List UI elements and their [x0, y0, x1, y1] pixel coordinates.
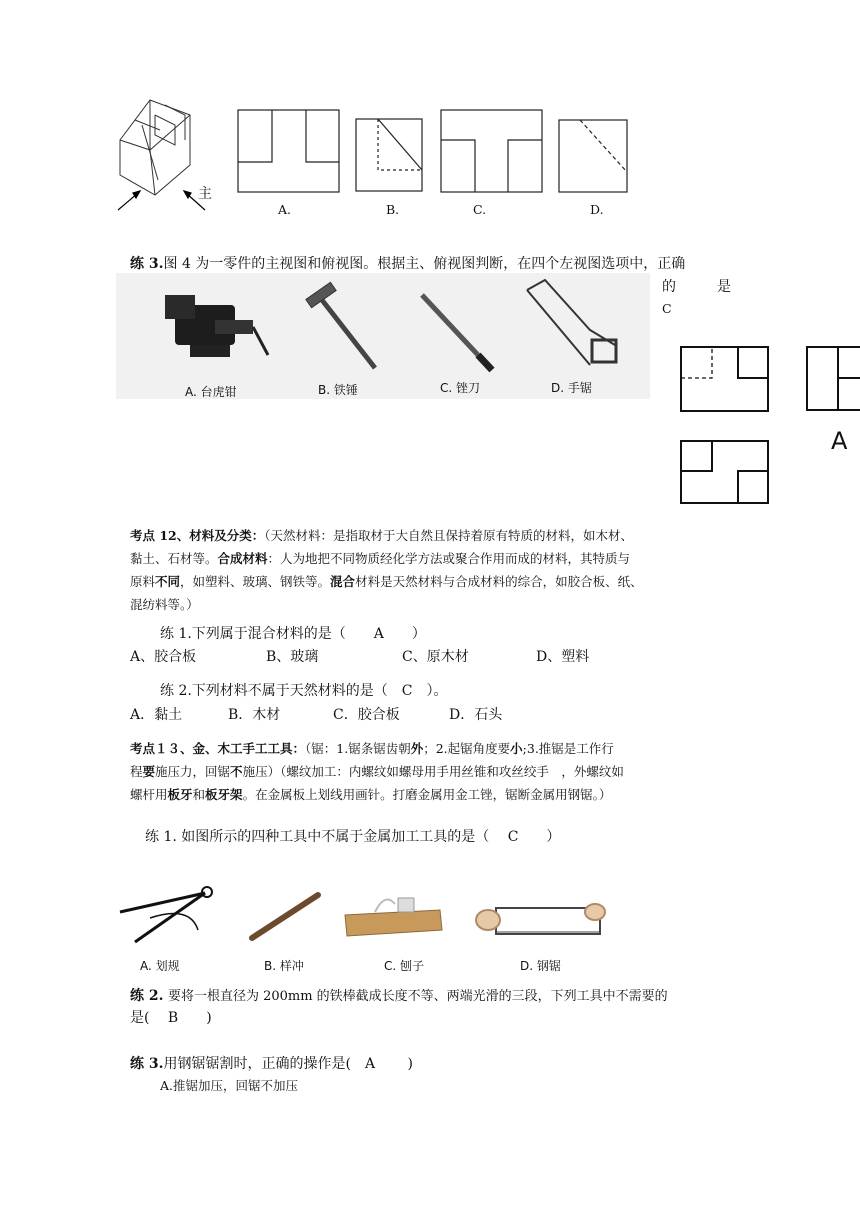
option-c-label: C. [473, 202, 487, 217]
topic13-line2: 程要施压力，回锯不施压）（螺纹加工：内螺纹如螺母用手用丝锥和攻丝绞手 ，外螺纹如 [130, 764, 624, 779]
metal-tool-caption-a: A. 划规 [140, 959, 180, 973]
topic12-ex1-option-a: A、胶合板 [130, 649, 197, 665]
topic13-exercise2-cont: 是( B ) [130, 1010, 212, 1026]
tool-caption-a: A. 台虎钳 [185, 385, 237, 399]
topic12-exercise2: 练 2.下列材料不属于天然材料的是（ C ）。 [160, 683, 448, 699]
topic13-exercise2: 练 2. 要将一根直径为 200mm 的铁棒截成长度不等、两端光滑的三段，下列工具中不需要的 [130, 988, 668, 1004]
topic13-line3: 螺杆用板牙和板牙架。在金属板上划线用画针。打磨金属用金工锉，锯断金属用钢锯。） [130, 787, 612, 802]
topic12-ex2-option-d: D．石头 [449, 707, 503, 723]
topic12-line2: 黏土、石材等。合成材料：人为地把不同物质经化学方法或聚合作用而成的材料，其特质与 [130, 551, 631, 566]
topic12-ex2-option-c: C．胶合板 [333, 707, 400, 723]
metal-tool-caption-c: C. 刨子 [384, 959, 425, 973]
metal-tool-caption-b: B. 样冲 [264, 959, 304, 973]
hacksaw-icon [476, 904, 605, 934]
option-d-label: D. [590, 202, 604, 217]
topic12-line4: 混纺料等。） [130, 597, 199, 612]
question-3-answer: C [662, 301, 672, 316]
front-view-arrow-label: 主 [198, 186, 212, 202]
question-3-cont-2: 是 [717, 279, 731, 295]
option-b-label: B. [386, 202, 400, 217]
center-punch-icon [252, 895, 318, 938]
topic12-ex1-option-b: B、玻璃 [266, 649, 319, 665]
question-3: 练 3.图 4 为一零件的主视图和俯视图。根据主、俯视图判断，在四个左视图选项中，正确 [130, 256, 686, 272]
tool-caption-b: B. 铁锤 [318, 383, 358, 397]
wood-plane-icon [345, 898, 442, 936]
topic12-line3: 原料不同，如塑料、玻璃、钢铁等。混合材料是天然材料与合成材料的综合，如胶合板、纸、 [130, 574, 643, 589]
option-a-label: A. [278, 202, 292, 217]
topic12-ex1-option-d: D、塑料 [536, 649, 590, 665]
question-3-cont-1: 的 [662, 279, 676, 295]
topic12-exercise1: 练 1.下列属于混合材料的是（ A ） [160, 626, 426, 642]
topic13-line1: 考点１３、金、木工手工工具：（锯：1.锯条锯齿朝外；2.起锯角度要小;3.推锯是工作行 [130, 741, 614, 756]
topic12-ex1-option-c: C、原木材 [402, 649, 469, 665]
metal-tool-caption-d: D. 钢锯 [520, 959, 561, 973]
divider-compass-icon [120, 887, 212, 942]
topic13-exercise3: 练 3.用钢锯锯割时，正确的操作是( A ) [130, 1056, 413, 1072]
topic12-line1: 考点 12、材料及分类：（天然材料：是指取材于大自然且保持着原有特质的材料，如木材、 [130, 528, 634, 543]
left-view-option-label: A [831, 427, 848, 455]
tool-caption-d: D. 手锯 [551, 381, 592, 395]
topic13-ex3-option-a: A.推锯加压，回锯不加压 [160, 1078, 299, 1093]
tool-caption-c: C. 锉刀 [440, 381, 481, 395]
topic12-ex2-option-b: B．木材 [228, 707, 281, 723]
topic13-exercise1: 练 1. 如图所示的四种工具中不属于金属加工工具的是（ C ） [145, 829, 561, 845]
topic12-ex2-option-a: A．黏土 [130, 707, 183, 723]
